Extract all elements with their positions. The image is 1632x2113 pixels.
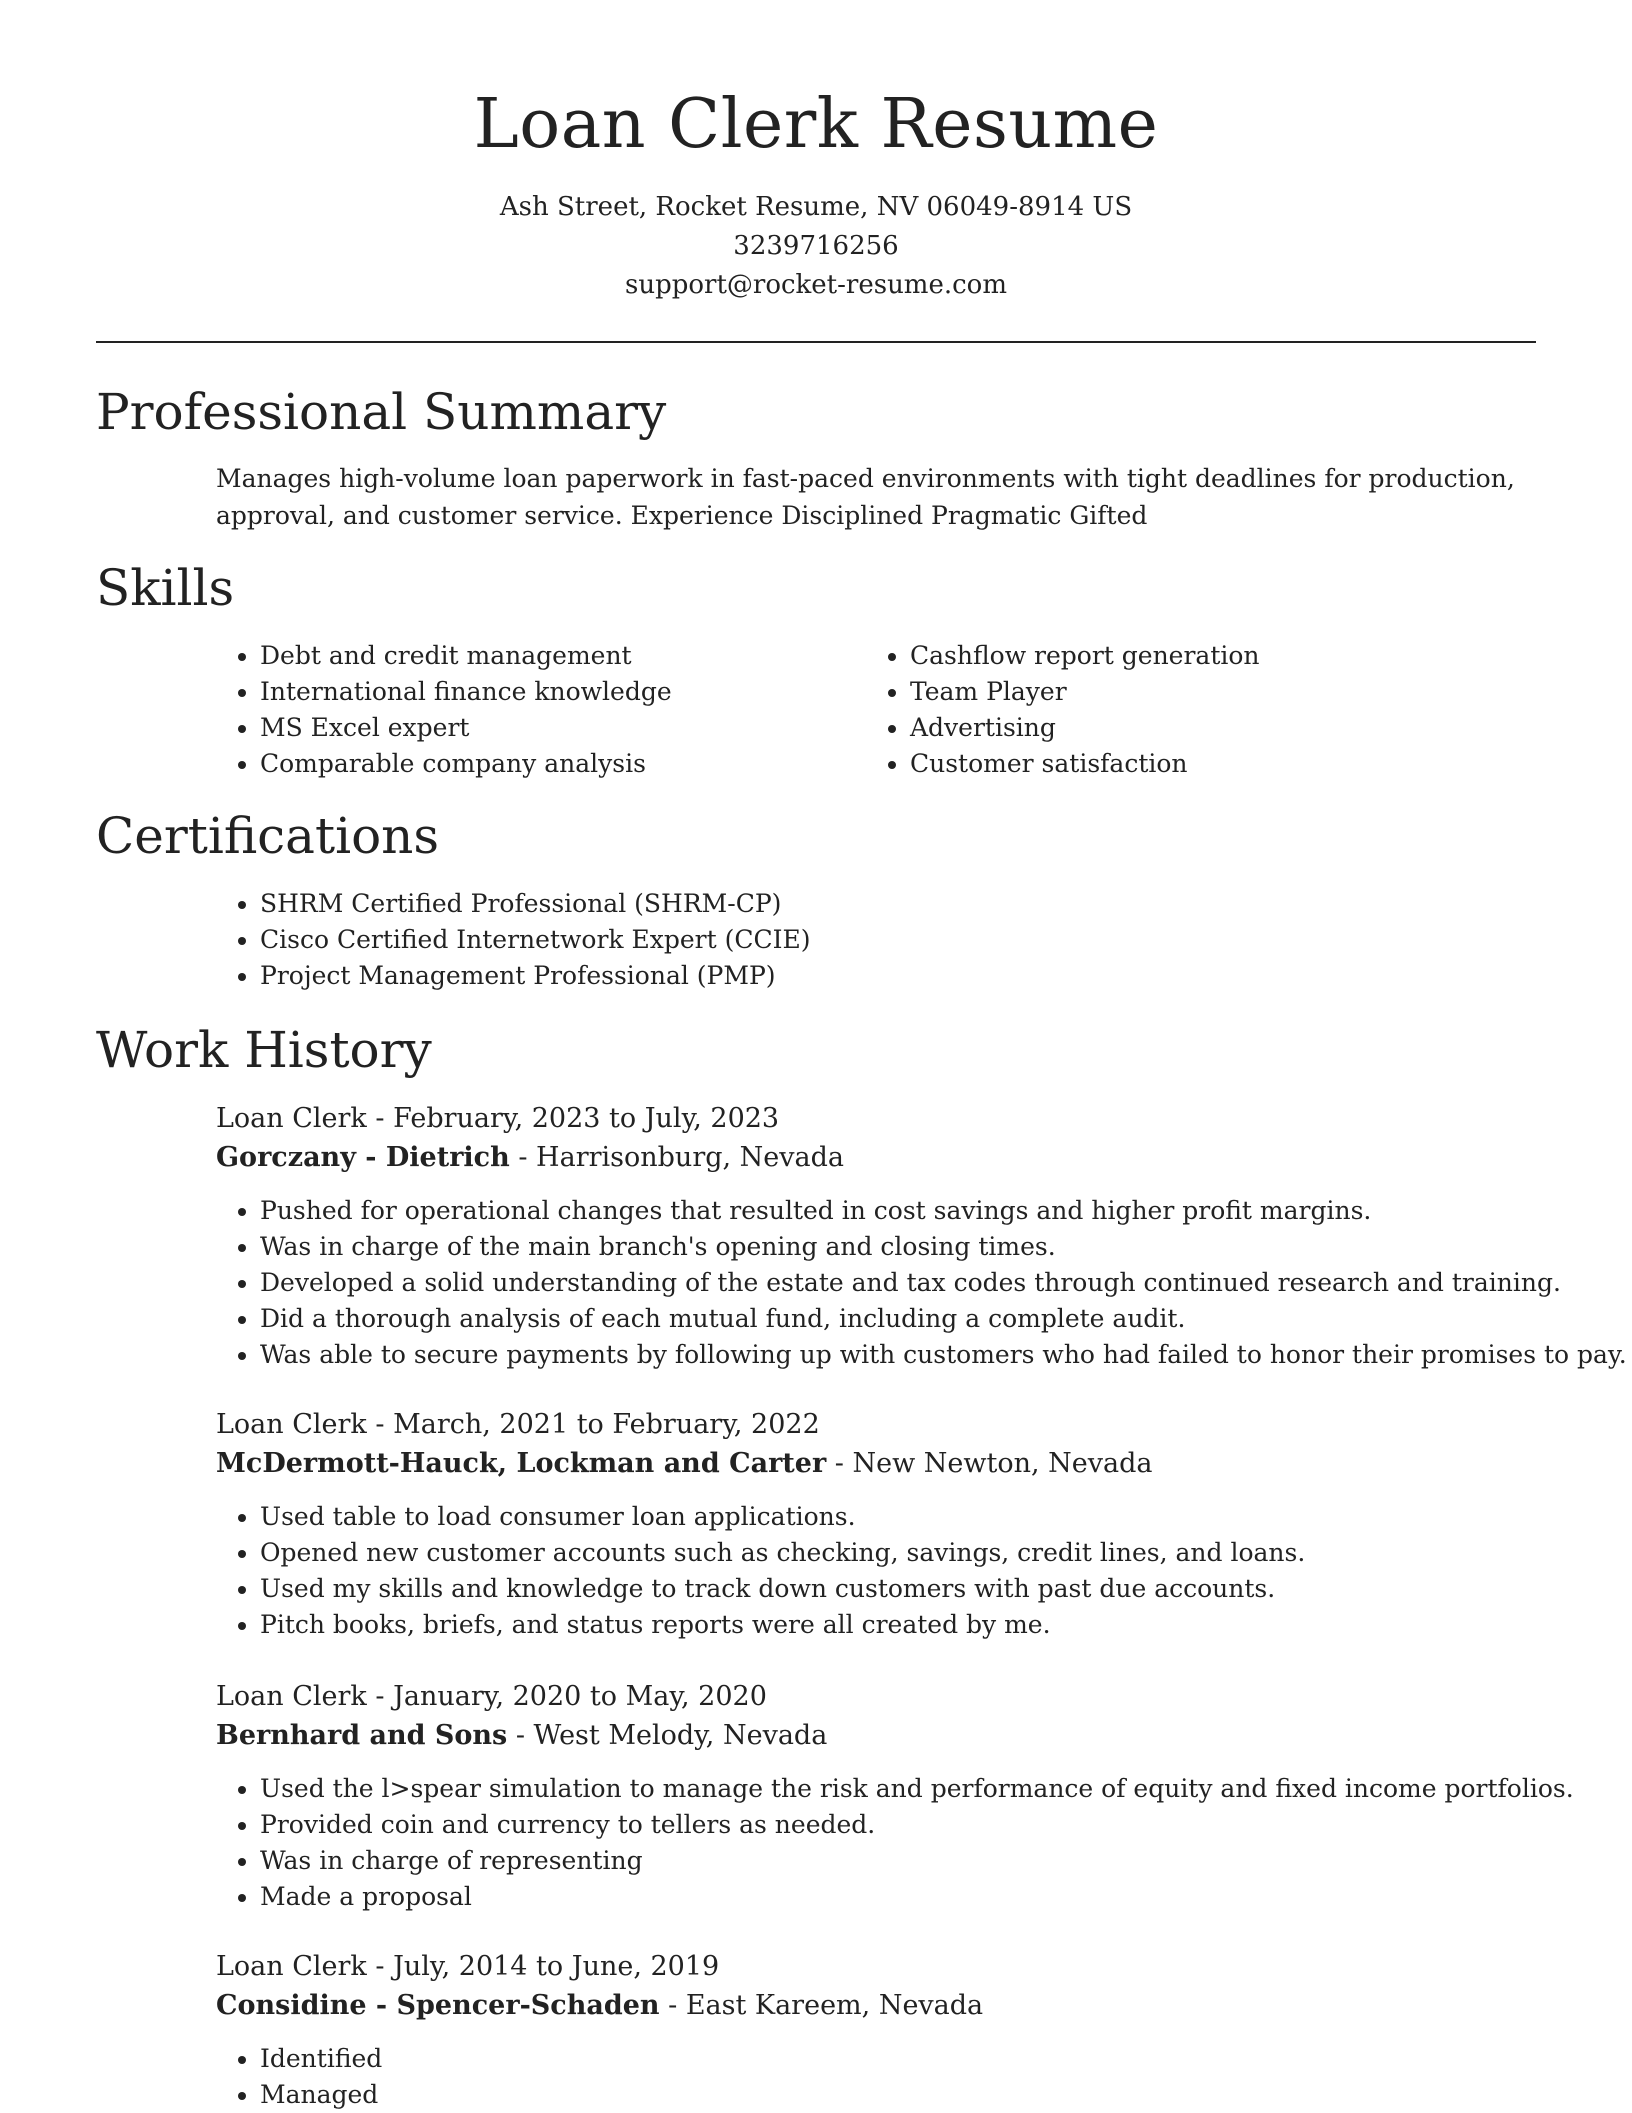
job-title-line [216,1948,719,1986]
job-duties-list [216,1771,1574,1915]
phone: 3239716256 [733,231,899,261]
job-duty: • Opened new customer accounts such as checking, savings, credit lines, and loans. [260,1535,1305,1571]
job-duty: • Used the l>spear simulation to manage the risk and performance of equity and fixed income portfolios. [260,1771,1574,1807]
contact-info [0,188,1632,305]
job-duties-list [216,2041,382,2113]
job-duty: • Used table to load consumer loan applications. [260,1499,1305,1535]
job-duty: • Used my skills and knowledge to track down customers with past due accounts. [260,1571,1305,1607]
job-position: Loan Clerk [216,1409,367,1440]
job-dates: - July, 2014 to June, 2019 [366,1951,720,1982]
job-duty: • Was in charge of representing [260,1843,1574,1879]
certification-item: • Cisco Certified Internetwork Expert (CCIE) [260,922,810,958]
job-company-line [216,1445,1152,1483]
address: Ash Street, Rocket Resume, NV 06049-8914 US [499,192,1133,222]
job-duty: • Was in charge of the main branch's opening and closing times. [260,1229,1627,1265]
job-duty: • Developed a solid understanding of the estate and tax codes through continued research and training. [260,1265,1627,1301]
job-location: - Harrisonburg, Nevada [509,1142,845,1173]
email: support@rocket-resume.com [624,270,1007,300]
certifications-list [216,886,810,994]
job-duty: • Pitch books, briefs, and status reports were all created by me. [260,1607,1305,1643]
summary-heading: Professional Summary [96,383,667,441]
job-dates: - January, 2020 to May, 2020 [366,1681,767,1712]
job-duties-list [216,1499,1305,1643]
job-duty: • Identified [260,2041,382,2077]
skills-list-right [866,638,1260,782]
job-duty: • Managed [260,2077,382,2113]
job-duty: • Pushed for operational changes that resulted in cost savings and higher profit margins. [260,1193,1627,1229]
job-location: - West Melody, Nevada [507,1720,828,1751]
skill-item: • Debt and credit management [260,638,672,674]
job-company-line [216,1139,844,1177]
job-position: Loan Clerk [216,1103,367,1134]
skill-item: • Team Player [910,674,1260,710]
certification-item: • Project Management Professional (PMP) [260,958,810,994]
resume-header [0,0,1632,305]
header-divider [96,341,1536,343]
job-company: Considine - Spencer-Schaden [216,1990,660,2021]
job-duty: • Provided coin and currency to tellers as needed. [260,1807,1574,1843]
job-duties-list [216,1193,1627,1373]
job-location: - New Newton, Nevada [826,1448,1153,1479]
job-duty: • Made a proposal [260,1879,1574,1915]
job-title-line [216,1406,820,1444]
job-company: Gorczany - Dietrich [216,1142,510,1173]
skill-item: • Advertising [910,710,1260,746]
certifications-heading: Certifications [96,807,440,865]
work-history-heading: Work History [96,1021,432,1079]
job-title-line [216,1678,767,1716]
job-duty: • Did a thorough analysis of each mutual fund, including a complete audit. [260,1301,1627,1337]
resume-title: Loan Clerk Resume [473,85,1159,164]
job-duty: • Was able to secure payments by following up with customers who had failed to honor their promises to pay. [260,1337,1627,1373]
job-dates: - February, 2023 to July, 2023 [366,1103,780,1134]
job-position: Loan Clerk [216,1951,367,1982]
job-company: McDermott-Hauck, Lockman and Carter [216,1448,827,1479]
job-dates: - March, 2021 to February, 2022 [366,1409,820,1440]
job-company: Bernhard and Sons [216,1720,508,1751]
skill-item: • Comparable company analysis [260,746,672,782]
skill-item: • Cashflow report generation [910,638,1260,674]
job-location: - East Kareem, Nevada [659,1990,984,2021]
summary-text: Manages high-volume loan paperwork in fast-paced environments with tight deadlines for production, approval, and customer service. Experience Disciplined Pragmatic Gifted [216,464,1515,530]
skill-item: • Customer satisfaction [910,746,1260,782]
skill-item: • International finance knowledge [260,674,672,710]
job-position: Loan Clerk [216,1681,367,1712]
skills-heading: Skills [96,559,235,617]
skill-item: • MS Excel expert [260,710,672,746]
job-title-line [216,1100,779,1138]
certification-item: • SHRM Certified Professional (SHRM-CP) [260,886,810,922]
skills-list-left [216,638,672,782]
job-company-line [216,1987,983,2025]
job-company-line [216,1717,827,1755]
